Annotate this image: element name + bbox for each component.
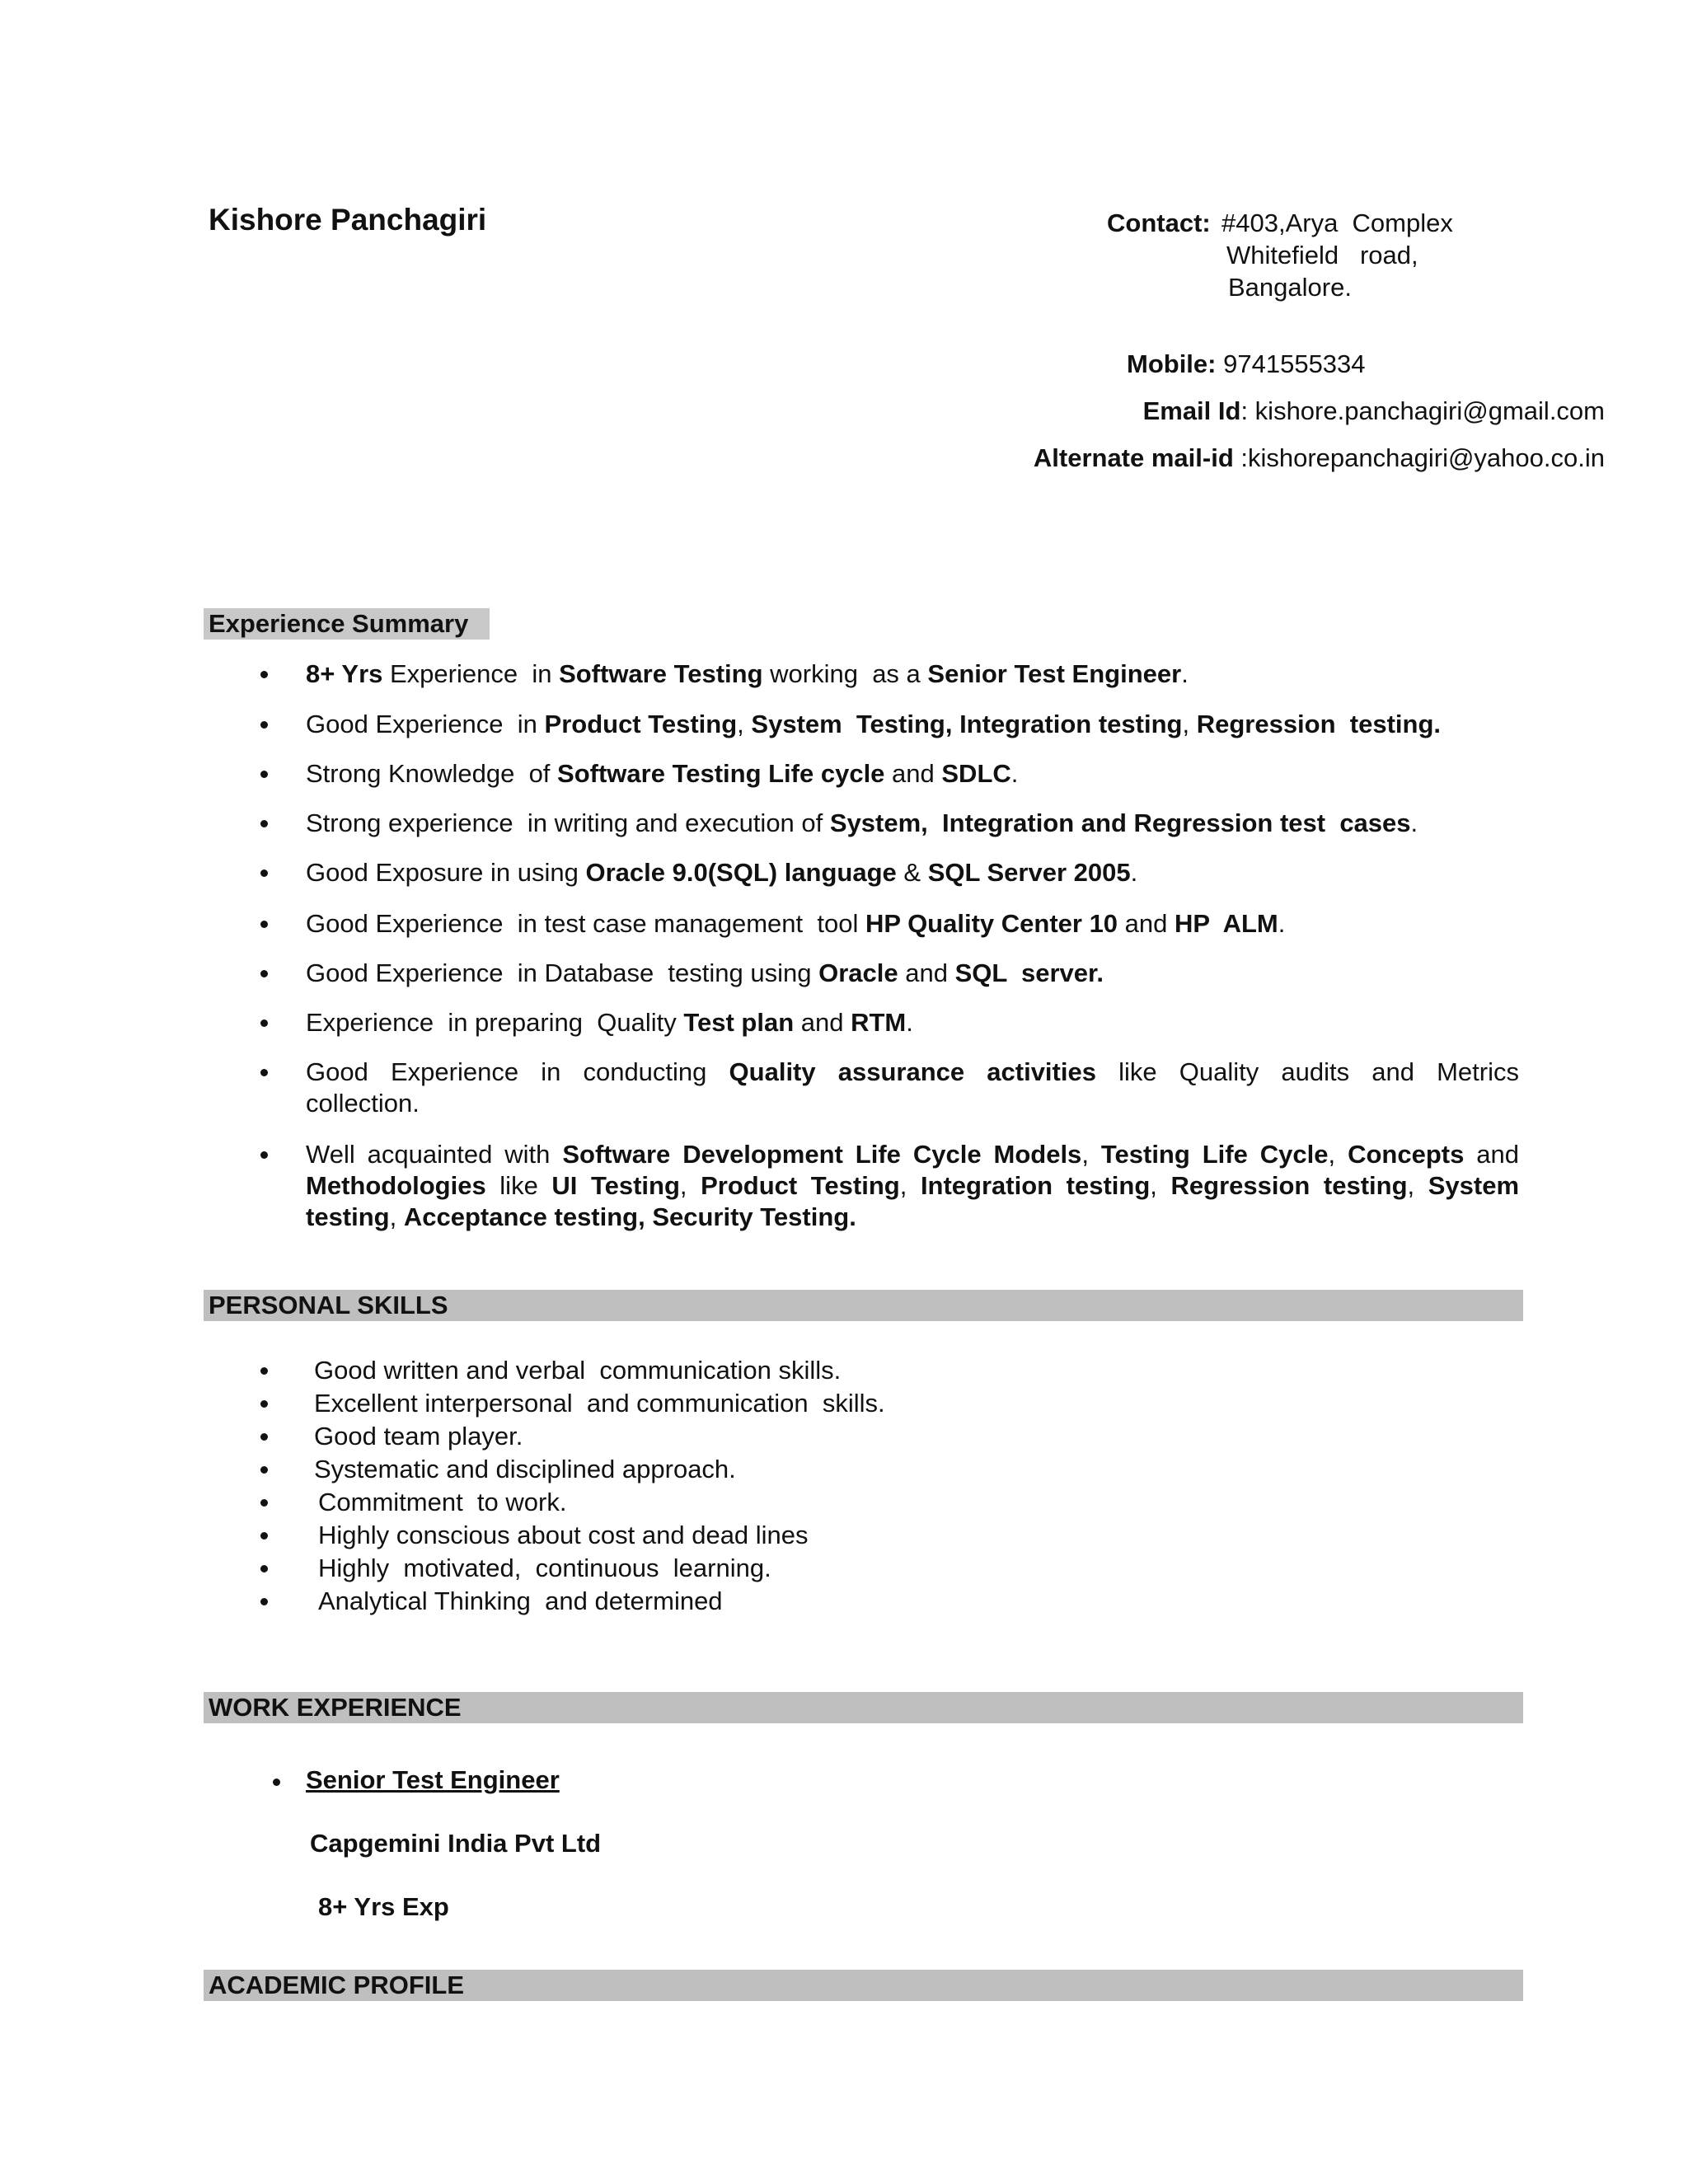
- email-value: : kishore.panchagiri@gmail.com: [1240, 396, 1605, 425]
- bullet-icon: [260, 921, 268, 928]
- bullet-icon: [260, 1367, 268, 1375]
- personal-skill-item: Good written and verbal communication skills.: [314, 1356, 842, 1385]
- experience-summary-run: ,: [389, 1202, 404, 1231]
- experience-summary-run: and: [1118, 909, 1175, 938]
- experience-duration: 8+ Yrs Exp: [318, 1892, 449, 1921]
- experience-summary-run: Good Experience in: [306, 710, 545, 738]
- mobile-value: 9741555334: [1223, 349, 1366, 378]
- experience-summary-heading: Experience Summary: [204, 608, 490, 640]
- experience-summary-run: ,: [1407, 1171, 1428, 1200]
- email-line: [1143, 396, 1605, 426]
- work-experience-heading: WORK EXPERIENCE: [204, 1692, 1523, 1723]
- bullet-icon: [260, 970, 268, 977]
- experience-summary-run: Testing Life Cycle: [1100, 1140, 1329, 1169]
- experience-summary-run: Oracle: [818, 958, 898, 987]
- experience-summary-run: Well acquainted with: [306, 1140, 563, 1169]
- experience-summary-run: Good Experience in Database testing using: [306, 958, 819, 987]
- contact-label: Contact:: [1107, 209, 1211, 237]
- personal-skill-item: Commitment to work.: [318, 1488, 567, 1516]
- experience-summary-run: Acceptance testing, Security Testing.: [403, 1202, 856, 1231]
- experience-summary-run: RTM: [851, 1008, 907, 1037]
- mobile-label: Mobile:: [1127, 349, 1217, 378]
- experience-summary-run: Regression testing.: [1196, 710, 1441, 738]
- academic-profile-heading: ACADEMIC PROFILE: [204, 1970, 1523, 2001]
- experience-summary-item: [306, 1139, 1526, 1233]
- experience-summary-run: .: [1181, 659, 1189, 688]
- experience-summary-run: Good Experience in conducting: [306, 1057, 729, 1086]
- experience-summary-run: Product Testing: [544, 710, 738, 738]
- experience-summary-run: and: [898, 958, 955, 987]
- experience-summary-run: ,: [679, 1171, 701, 1200]
- experience-summary-run: like Quality audits and Metrics collection.: [306, 1057, 1526, 1118]
- experience-summary-run: System testing: [306, 1171, 1526, 1231]
- experience-summary-run: SQL Server 2005: [927, 858, 1131, 887]
- experience-summary-run: Regression testing: [1170, 1171, 1408, 1200]
- personal-skill-item: Highly conscious about cost and dead lines: [318, 1521, 809, 1549]
- experience-summary-run: .: [1010, 759, 1019, 788]
- personal-skills-heading: PERSONAL SKILLS: [204, 1290, 1523, 1321]
- alternate-email-label: Alternate mail-id: [1033, 443, 1234, 472]
- candidate-name: Kishore Panchagiri: [209, 203, 487, 237]
- experience-summary-run: Strong Knowledge of: [306, 759, 558, 788]
- experience-summary-run: ,: [737, 710, 752, 738]
- experience-summary-run: UI Testing: [551, 1171, 680, 1200]
- bullet-icon: [260, 771, 268, 778]
- experience-summary-run: working as a: [762, 659, 928, 688]
- alternate-email-line: [1034, 443, 1605, 473]
- bullet-icon: [260, 1499, 268, 1507]
- bullet-icon: [260, 1151, 268, 1159]
- company-name: Capgemini India Pvt Ltd: [310, 1829, 602, 1858]
- experience-summary-run: .: [1410, 808, 1418, 837]
- personal-skill-item: Systematic and disciplined approach.: [314, 1455, 736, 1483]
- experience-summary-item: [306, 758, 1625, 790]
- experience-summary-run: ,: [1328, 1140, 1348, 1169]
- experience-summary-run: Software Testing: [559, 659, 763, 688]
- experience-summary-run: &: [896, 858, 928, 887]
- experience-summary-run: SQL server.: [954, 958, 1104, 987]
- bullet-icon: [260, 1532, 268, 1540]
- experience-summary-run: .: [1130, 858, 1138, 887]
- experience-summary-run: HP Quality Center 10: [865, 909, 1118, 938]
- experience-summary-run: and: [884, 759, 942, 788]
- experience-summary-run: System, Integration and Regression test cases: [829, 808, 1411, 837]
- experience-summary-run: ,: [1081, 1140, 1101, 1169]
- personal-skill-item: Good team player.: [314, 1422, 523, 1451]
- experience-summary-run: .: [906, 1008, 913, 1037]
- bullet-icon: [260, 1019, 268, 1027]
- experience-summary-run: Software Development Life Cycle Models: [562, 1140, 1082, 1169]
- bullet-icon: [260, 869, 268, 877]
- experience-summary-item: [306, 1057, 1526, 1119]
- bullet-icon: [260, 1565, 268, 1572]
- personal-skill-item: Analytical Thinking and determined: [318, 1586, 723, 1615]
- experience-summary-run: System Testing, Integration testing: [751, 710, 1183, 738]
- bullet-icon: [260, 721, 268, 729]
- address-line-3: Bangalore.: [1228, 273, 1352, 302]
- address-line-2: Whitefield road,: [1226, 241, 1418, 269]
- experience-summary-run: HP ALM: [1175, 909, 1278, 938]
- experience-summary-run: SDLC: [941, 759, 1011, 788]
- experience-summary-item: [306, 658, 1625, 690]
- experience-summary-item: [306, 857, 1625, 888]
- experience-summary-run: Concepts: [1348, 1140, 1465, 1169]
- mobile-line: [1127, 349, 1366, 379]
- bullet-icon: [260, 1433, 268, 1441]
- bullet-icon: [260, 671, 268, 678]
- experience-summary-item: [306, 908, 1625, 940]
- experience-summary-run: Oracle 9.0(SQL) language: [585, 858, 897, 887]
- experience-summary-item: [306, 709, 1625, 740]
- experience-summary-item: [306, 1007, 1625, 1038]
- work-bullet-icon: [273, 1779, 280, 1786]
- bullet-icon: [260, 820, 268, 827]
- personal-skill-item: Excellent interpersonal and communication skills.: [314, 1389, 885, 1418]
- experience-summary-run: Experience in: [382, 659, 560, 688]
- email-label: Email Id: [1142, 396, 1241, 425]
- experience-summary-run: and: [794, 1008, 851, 1037]
- experience-summary-run: Experience in preparing Quality: [306, 1008, 684, 1037]
- experience-summary-item: [306, 958, 1625, 989]
- experience-summary-run: Good Exposure in using: [306, 858, 586, 887]
- experience-summary-run: .: [1278, 909, 1286, 938]
- experience-summary-run: Senior Test Engineer: [927, 659, 1182, 688]
- experience-summary-run: Good Experience in test case management tool: [306, 909, 865, 938]
- bullet-icon: [260, 1069, 268, 1076]
- experience-summary-run: ,: [1150, 1171, 1171, 1200]
- experience-summary-run: and: [1464, 1140, 1526, 1169]
- experience-summary-run: 8+ Yrs: [306, 659, 383, 688]
- address-line-1: #403,Arya Complex: [1221, 209, 1453, 237]
- experience-summary-run: ,: [899, 1171, 921, 1200]
- alternate-email-value: :kishorepanchagiri@yahoo.co.in: [1233, 443, 1605, 472]
- experience-summary-run: Quality assurance activities: [729, 1057, 1096, 1086]
- experience-summary-run: Test plan: [683, 1008, 795, 1037]
- experience-summary-run: Methodologies: [306, 1171, 486, 1200]
- experience-summary-run: Strong experience in writing and execution of: [306, 808, 830, 837]
- bullet-icon: [260, 1598, 268, 1605]
- experience-summary-run: Integration testing: [920, 1171, 1151, 1200]
- experience-summary-run: Software Testing Life cycle: [557, 759, 885, 788]
- experience-summary-run: ,: [1182, 710, 1197, 738]
- bullet-icon: [260, 1466, 268, 1474]
- experience-summary-run: like: [485, 1171, 552, 1200]
- job-title: Senior Test Engineer: [306, 1765, 560, 1794]
- experience-summary-item: [306, 808, 1625, 839]
- experience-summary-run: Product Testing: [701, 1171, 900, 1200]
- bullet-icon: [260, 1400, 268, 1408]
- personal-skill-item: Highly motivated, continuous learning.: [318, 1554, 771, 1582]
